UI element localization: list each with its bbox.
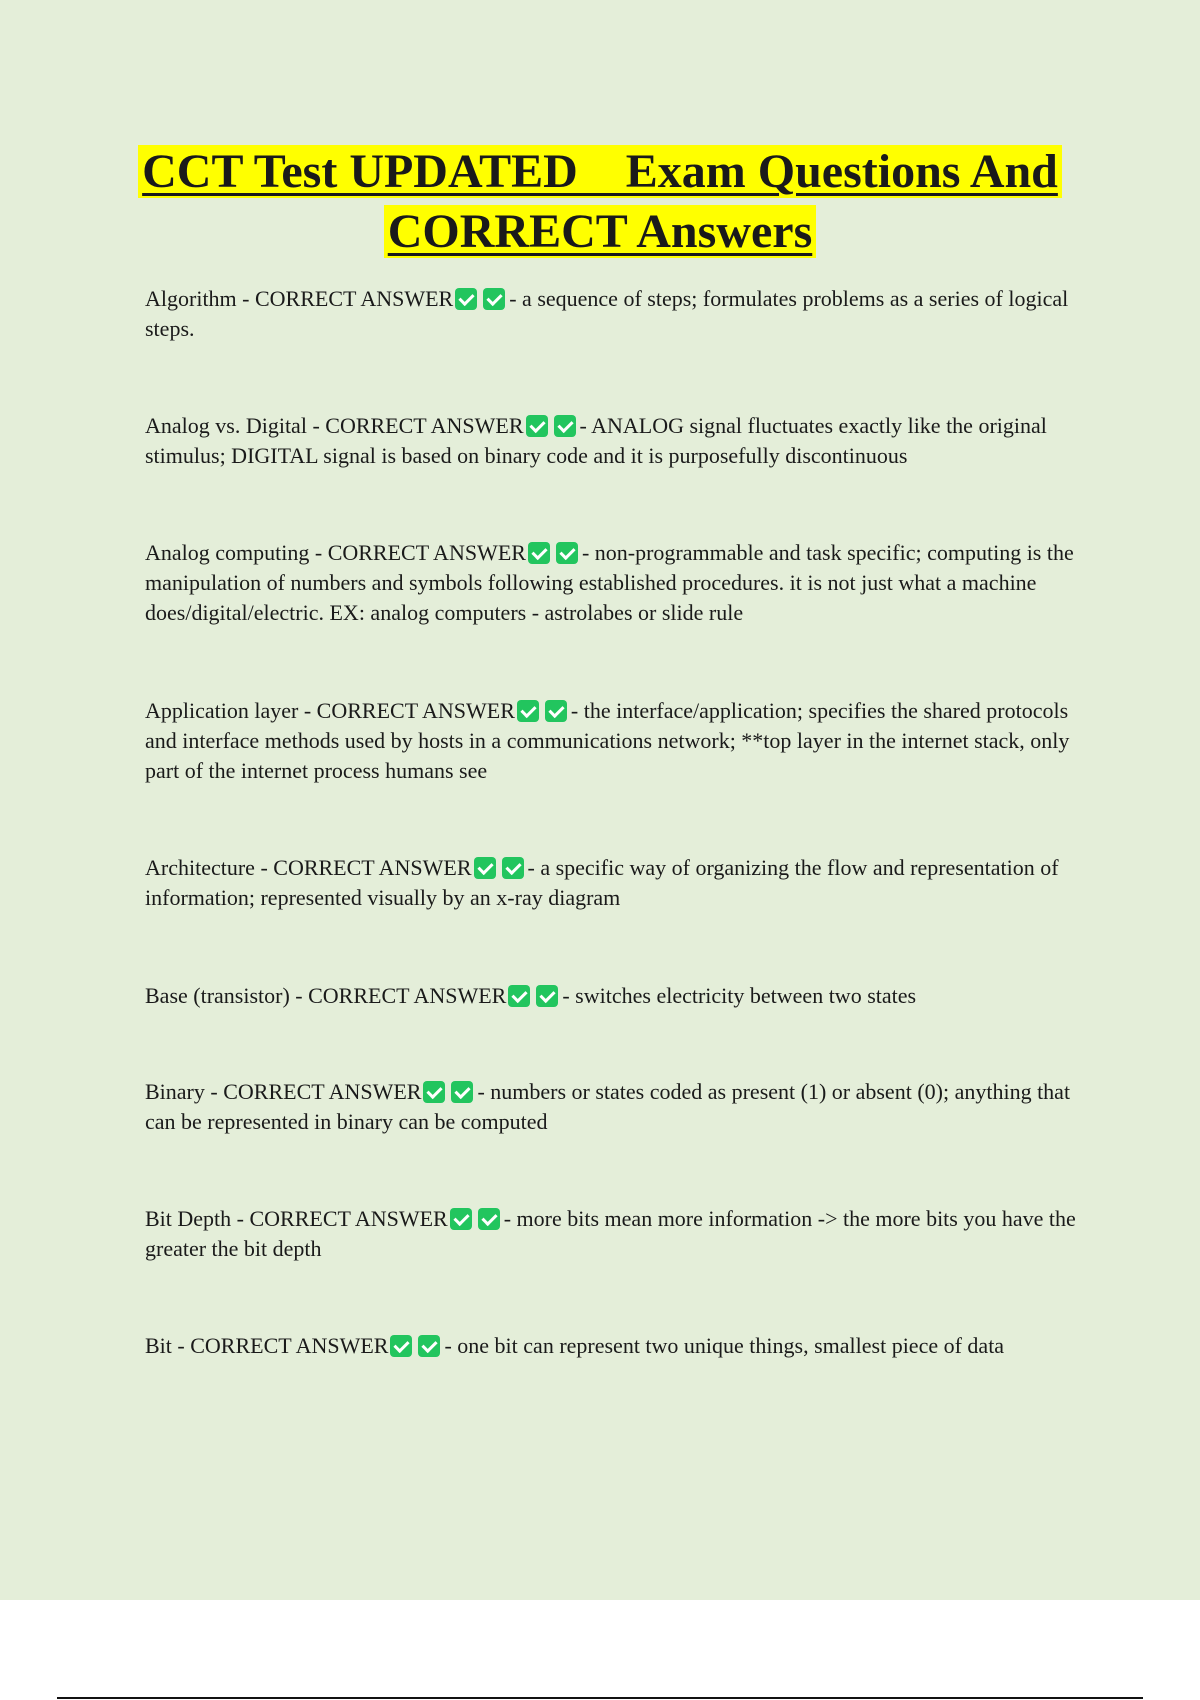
entry-definition: - more bits mean more information -> the more bits you have the greater the bit depth	[145, 1206, 1076, 1261]
check-mark-icon	[556, 542, 578, 564]
qa-entry	[145, 853, 1090, 913]
title-line-1: CCT Test UPDATED Exam Questions And	[138, 145, 1062, 198]
entry-term: Binary	[145, 1079, 205, 1104]
check-mark-icon	[423, 1081, 445, 1103]
entry-marker: - CORRECT ANSWER	[303, 698, 515, 723]
entry-marker: - CORRECT ANSWER	[236, 1206, 448, 1231]
check-mark-icon	[450, 1208, 472, 1230]
check-mark-icon	[455, 288, 477, 310]
footer-divider	[57, 1697, 1143, 1699]
entry-definition: - a sequence of steps; formulates problems as a series of logical steps.	[145, 286, 1069, 341]
qa-entry	[145, 981, 1090, 1011]
qa-entry	[145, 1204, 1090, 1264]
qa-entry	[145, 696, 1090, 786]
check-mark-icon	[418, 1335, 440, 1357]
entry-definition: - a specific way of organizing the flow and representation of information; represented visually by an x-ray diagram	[145, 855, 1059, 910]
qa-entry	[145, 538, 1090, 628]
qa-entry	[145, 411, 1090, 471]
entry-definition: - the interface/application; specifies the shared protocols and interface methods used by hosts in a communications network; **top layer in the internet stack, only part of the internet process humans see	[145, 698, 1070, 783]
qa-entry	[145, 1331, 1090, 1361]
entry-term: Base (transistor)	[145, 983, 290, 1008]
entry-marker: - CORRECT ANSWER	[260, 855, 472, 880]
entry-term: Analog vs. Digital	[145, 413, 307, 438]
entry-term: Bit	[145, 1333, 172, 1358]
entry-term: Bit Depth	[145, 1206, 232, 1231]
check-mark-icon	[545, 700, 567, 722]
entry-marker: - CORRECT ANSWER	[177, 1333, 389, 1358]
entry-definition: - one bit can represent two unique things, smallest piece of data	[444, 1333, 1005, 1358]
entry-definition: - ANALOG signal fluctuates exactly like the original stimulus; DIGITAL signal is based on binary code and it is purposefully discontinuous	[145, 413, 1047, 468]
entry-term: Analog computing	[145, 540, 310, 565]
entry-term: Architecture	[145, 855, 255, 880]
check-mark-icon	[451, 1081, 473, 1103]
check-mark-icon	[508, 985, 530, 1007]
entry-term: Algorithm	[145, 286, 237, 311]
entry-term: Application layer	[145, 698, 299, 723]
entry-definition: - non-programmable and task specific; computing is the manipulation of numbers and symbols following established procedures. it is not just what a machine does/digital/electric. EX: analog computers - astrolabes or slide rule	[145, 540, 1074, 625]
entry-marker: - CORRECT ANSWER	[242, 286, 454, 311]
check-mark-icon	[474, 857, 496, 879]
qa-entry	[145, 1077, 1090, 1137]
check-mark-icon	[478, 1208, 500, 1230]
check-mark-icon	[526, 415, 548, 437]
qa-entry	[145, 284, 1090, 344]
entry-definition: - numbers or states coded as present (1) or absent (0); anything that can be represented in binary can be computed	[145, 1079, 1071, 1134]
entry-marker: - CORRECT ANSWER	[295, 983, 507, 1008]
check-mark-icon	[536, 985, 558, 1007]
title-line-2: CORRECT Answers	[384, 205, 817, 258]
entry-marker: - CORRECT ANSWER	[210, 1079, 422, 1104]
entry-marker: - CORRECT ANSWER	[312, 413, 524, 438]
check-mark-icon	[390, 1335, 412, 1357]
check-mark-icon	[517, 700, 539, 722]
check-mark-icon	[483, 288, 505, 310]
check-mark-icon	[502, 857, 524, 879]
entry-definition: - switches electricity between two states	[562, 983, 917, 1008]
entry-marker: - CORRECT ANSWER	[314, 540, 526, 565]
check-mark-icon	[554, 415, 576, 437]
document-title	[100, 142, 1100, 262]
check-mark-icon	[528, 542, 550, 564]
